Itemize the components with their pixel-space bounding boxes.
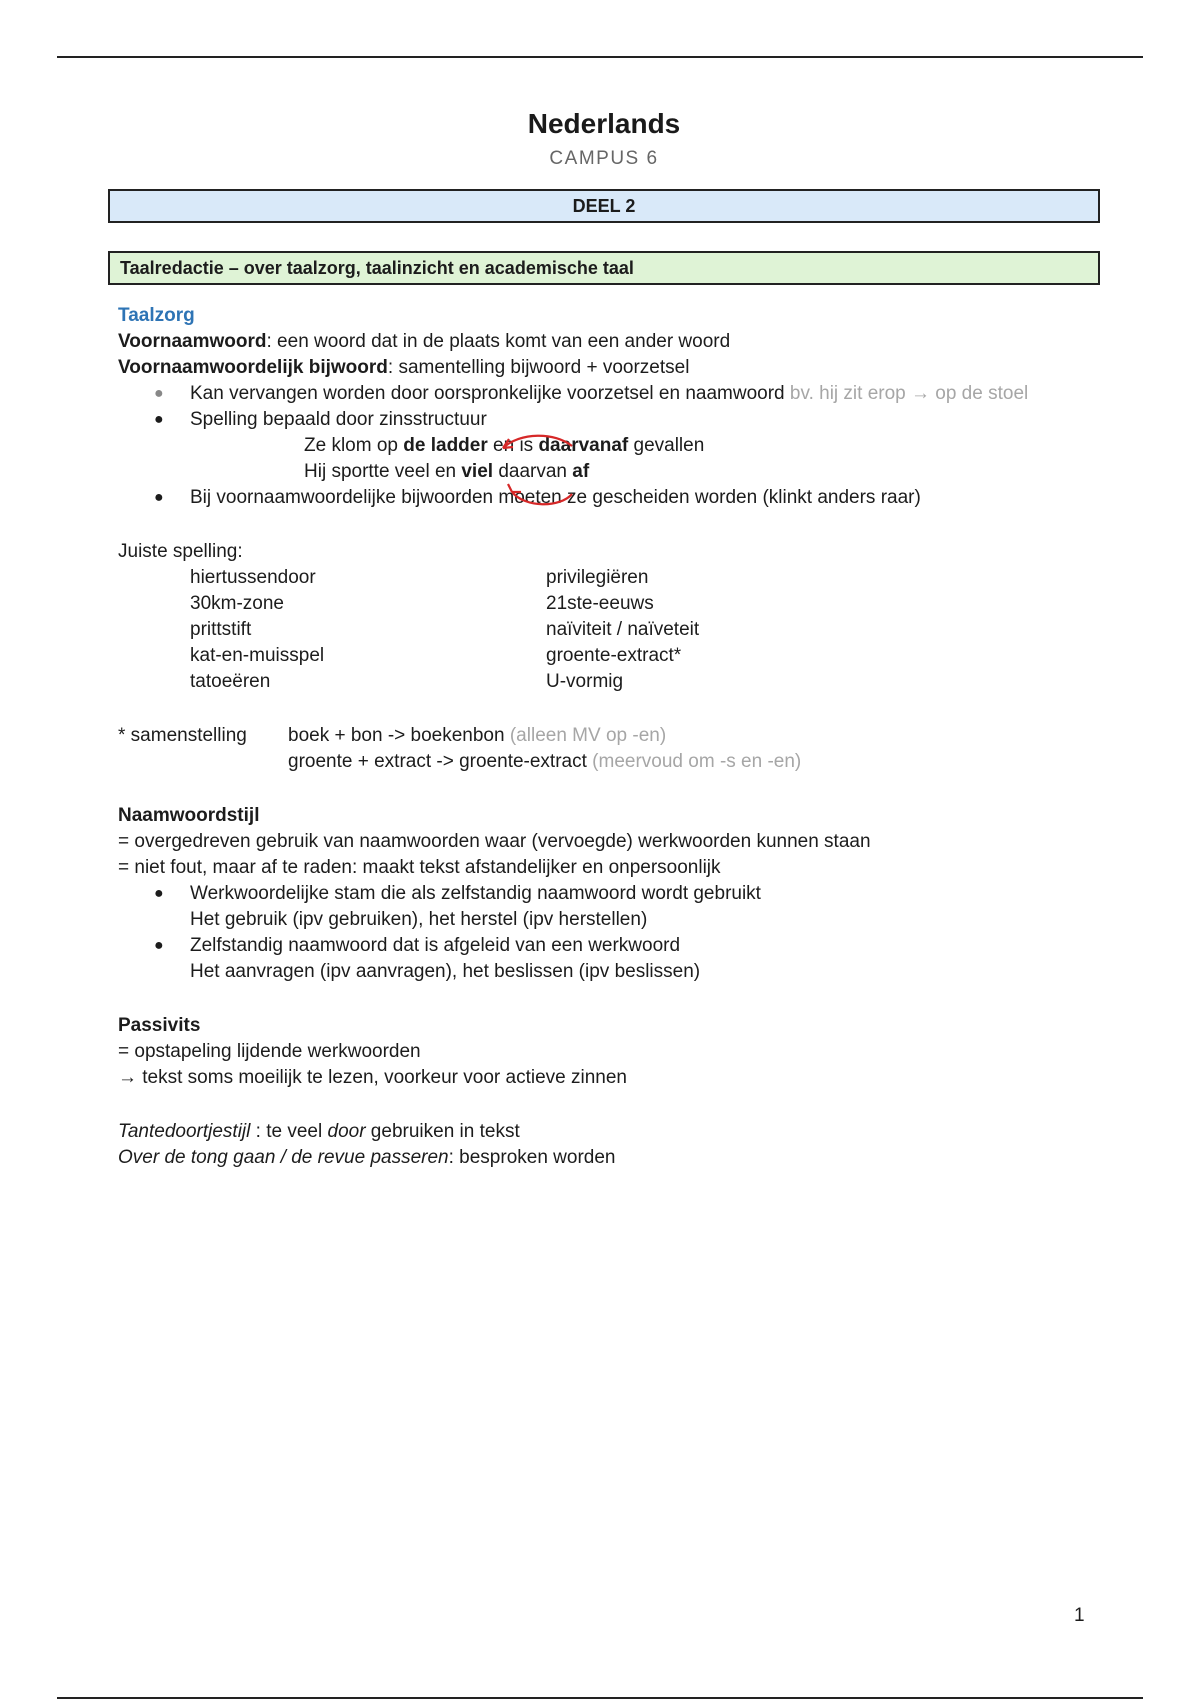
bullet-icon: ● xyxy=(154,411,164,428)
text-line: = overgedreven gebruik van naamwoorden waar (vervoegde) werkwoorden kunnen staan xyxy=(118,831,871,852)
spelling-word: naïviteit / naïveteit xyxy=(546,619,700,640)
bottom-rule xyxy=(57,1697,1143,1699)
spelling-heading: Juiste spelling: xyxy=(118,541,243,562)
text: door xyxy=(327,1121,366,1142)
bullet-icon: ● xyxy=(154,885,164,902)
page-number: 1 xyxy=(1074,1605,1085,1626)
deel-banner: DEEL 2 xyxy=(108,189,1100,223)
annotation-arc-top xyxy=(503,436,572,448)
text: : te veel xyxy=(250,1121,328,1142)
text: de ladder xyxy=(403,435,488,456)
spelling-word: 21ste-eeuws xyxy=(546,593,654,614)
text: daarvan xyxy=(493,461,573,482)
spelling-word: privilegiëren xyxy=(546,567,649,588)
bullet-example: bv. hij zit erop → op de stoel xyxy=(789,383,1029,404)
spelling-word: tatoeëren xyxy=(190,671,271,692)
page-subtitle: CAMPUS 6 xyxy=(549,148,659,169)
text: boek + bon -> boekenbon xyxy=(288,725,505,746)
definition-text: : een woord dat in de plaats komt van een ander woord xyxy=(266,331,731,352)
bullet-text: Spelling bepaald door zinsstructuur xyxy=(190,409,487,430)
section-banner: Taalredactie – over taalzorg, taalinzicht en academische taal xyxy=(108,251,1100,285)
bullet-text: Zelfstandig naamwoord dat is afgeleid van een werkwoord xyxy=(190,935,681,956)
spelling-word: U-vormig xyxy=(546,671,624,692)
bullet-text: Bij voornaamwoordelijke bijwoorden moeten ze gescheiden worden (klinkt anders raar) xyxy=(190,487,921,508)
text: : besproken worden xyxy=(448,1147,616,1168)
text: Ze klom op xyxy=(304,435,404,456)
annotation-arrowhead xyxy=(508,484,521,492)
text: viel xyxy=(461,461,494,482)
page-title: Nederlands xyxy=(527,108,681,139)
text: en is xyxy=(487,435,539,456)
spelling-word: hiertussendoor xyxy=(190,567,316,588)
term: Tantedoortjestijl xyxy=(118,1121,251,1142)
bullet-text: Kan vervangen worden door oorspronkelijke voorzetsel en naamwoord xyxy=(190,383,790,404)
taalzorg-heading: Taalzorg xyxy=(118,305,195,326)
text: gebruiken in tekst xyxy=(365,1121,520,1142)
bullet-text: Werkwoordelijke stam die als zelfstandig naamwoord wordt gebruikt xyxy=(190,883,761,904)
spelling-word: kat-en-muisspel xyxy=(190,645,325,666)
spelling-word: 30km-zone xyxy=(190,593,284,614)
text-line: = opstapeling lijdende werkwoorden xyxy=(118,1041,421,1062)
bullet-example: Het gebruik (ipv gebruiken), het herstel (ipv herstellen) xyxy=(190,909,648,930)
term: Voornaamwoord xyxy=(118,331,267,352)
note: (alleen MV op -en) xyxy=(509,725,667,746)
text: af xyxy=(572,461,590,482)
spelling-word: prittstift xyxy=(190,619,252,640)
text: groente + extract -> groente-extract xyxy=(288,751,587,772)
bullet-icon: ● xyxy=(154,385,164,402)
bullet-icon: ● xyxy=(154,937,164,954)
note: (meervoud om -s en -en) xyxy=(592,751,802,772)
heading: Passivits xyxy=(118,1015,201,1036)
bullet-example: Het aanvragen (ipv aanvragen), het beslissen (ipv beslissen) xyxy=(190,961,701,982)
term: Over de tong gaan / de revue passeren xyxy=(118,1147,449,1168)
text-line: → tekst soms moeilijk te lezen, voorkeur voor actieve zinnen xyxy=(118,1067,627,1088)
spelling-word: groente-extract* xyxy=(546,645,682,666)
text-line: = niet fout, maar af te raden: maakt tekst afstandelijker en onpersoonlijk xyxy=(118,857,721,878)
annotation-arc-bottom xyxy=(512,492,572,504)
heading: Naamwoordstijl xyxy=(118,805,260,826)
definition-text: : samentelling bijwoord + voorzetsel xyxy=(387,357,690,378)
text: daarvanaf xyxy=(538,435,629,456)
text: gevallen xyxy=(628,435,705,456)
term: Voornaamwoordelijk bijwoord xyxy=(118,357,388,378)
bullet-icon: ● xyxy=(154,489,164,506)
text: Hij sportte veel en xyxy=(304,461,462,482)
samenstelling-label: * samenstelling xyxy=(118,725,247,746)
